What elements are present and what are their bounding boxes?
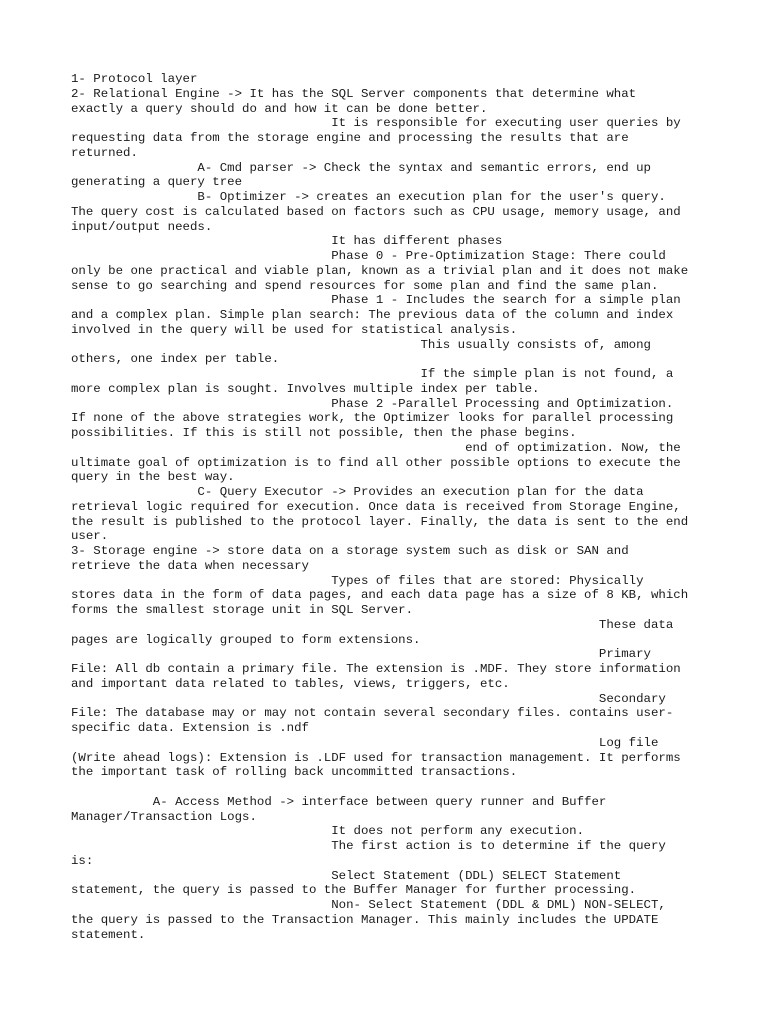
text-line: only be one practical and viable plan, known as a trivial plan and it does not make: [71, 263, 689, 278]
text-line: and a complex plan. Simple plan search: The previous data of the column and index: [71, 308, 674, 322]
text-line: Manager/Transaction Logs.: [71, 809, 257, 824]
text-line: Phase 0 - Pre-Optimization Stage: There could: [71, 249, 666, 263]
text-line: pages are logically grouped to form extensions.: [71, 632, 421, 647]
text-line: involved in the query will be used for statistical analysis.: [71, 322, 518, 337]
text-line: It has different phases: [71, 234, 503, 249]
text-line: Types of files that are stored: Physically: [71, 573, 644, 588]
text-line: retrieve the data when necessary: [71, 558, 309, 573]
text-line: B- Optimizer -> creates an execution plan for the user's query.: [71, 190, 666, 204]
text-line: the important task of rolling back uncommitted transactions.: [71, 765, 518, 780]
text-line: the result is published to the protocol layer. Finally, the data is sent to the end: [71, 514, 689, 529]
text-line: Phase 1 - Includes the search for a simple plan: [71, 293, 681, 308]
text-line: C- Query Executor -> Provides an execution plan for the data: [71, 485, 644, 499]
text-line: Primary: [71, 647, 651, 662]
text-line: (Write ahead logs): Extension is .LDF used for transaction management. It performs: [71, 750, 681, 765]
text-line: forms the smallest storage unit in SQL Server.: [71, 603, 414, 617]
text-line: is:: [71, 853, 94, 868]
text-line: returned.: [71, 145, 138, 160]
text-line: input/output needs.: [71, 219, 213, 234]
text-line: exactly a query should do and how it can be done better.: [71, 101, 488, 116]
text-line: The query cost is calculated based on factors such as CPU usage, memory usage, and: [71, 204, 681, 219]
text-line: and important data related to tables, views, triggers, etc.: [71, 676, 510, 691]
text-line: generating a query tree: [71, 175, 243, 190]
text-line: A- Access Method -> interface between query runner and Buffer: [71, 794, 607, 809]
text-line: Log file: [71, 735, 659, 750]
text-line: A- Cmd parser -> Check the syntax and semantic errors, end up: [71, 160, 651, 175]
text-line: ultimate goal of optimization is to find all other possible options to execute the: [71, 455, 681, 470]
text-line: specific data. Extension is .ndf: [71, 721, 309, 735]
text-line: statement.: [71, 927, 146, 942]
text-line: 2- Relational Engine -> It has the SQL Server components that determine what: [71, 86, 637, 101]
document-body: [71, 72, 711, 942]
text-line: retrieval logic required for execution. Once data is received from Storage Engine,: [71, 499, 681, 514]
text-line: stores data in the form of data pages, and each data page has a size of 8 KB, which: [71, 588, 689, 603]
text-line: the query is passed to the Transaction Manager. This mainly includes the UPDATE: [71, 912, 659, 927]
text-line: File: The database may or may not contain several secondary files. contains user-: [71, 706, 674, 721]
text-line: end of optimization. Now, the: [71, 440, 681, 455]
text-line: Select Statement (DDL) SELECT Statement: [71, 868, 622, 883]
text-line: It is responsible for executing user queries by: [71, 116, 681, 131]
text-line: more complex plan is sought. Involves multiple index per table.: [71, 381, 540, 396]
text-line: It does not perform any execution.: [71, 824, 585, 839]
text-line: These data: [71, 617, 674, 632]
text-line: Non- Select Statement (DDL & DML) NON-SELECT,: [71, 898, 666, 912]
text-line: sense to go searching and spend resources for some plan and find the same plan.: [71, 278, 659, 293]
text-line: This usually consists of, among: [71, 337, 651, 352]
text-line: others, one index per table.: [71, 352, 280, 367]
text-line: user.: [71, 529, 109, 544]
text-line: requesting data from the storage engine and processing the results that are: [71, 131, 629, 145]
text-line: Phase 2 -Parallel Processing and Optimization.: [71, 396, 674, 411]
text-line: 1- Protocol layer: [71, 72, 198, 86]
text-line: Secondary: [71, 691, 666, 706]
text-line: statement, the query is passed to the Buffer Manager for further processing.: [71, 883, 637, 898]
text-line: File: All db contain a primary file. The extension is .MDF. They store information: [71, 662, 681, 676]
text-line: The first action is to determine if the query: [71, 839, 666, 853]
text-line: If the simple plan is not found, a: [71, 367, 674, 381]
text-line: possibilities. If this is still not possible, then the phase begins.: [71, 426, 577, 440]
blank-line: [71, 780, 711, 795]
text-line: If none of the above strategies work, the Optimizer looks for parallel processing: [71, 411, 674, 426]
text-line: 3- Storage engine -> store data on a storage system such as disk or SAN and: [71, 544, 629, 558]
text-line: query in the best way.: [71, 470, 235, 485]
